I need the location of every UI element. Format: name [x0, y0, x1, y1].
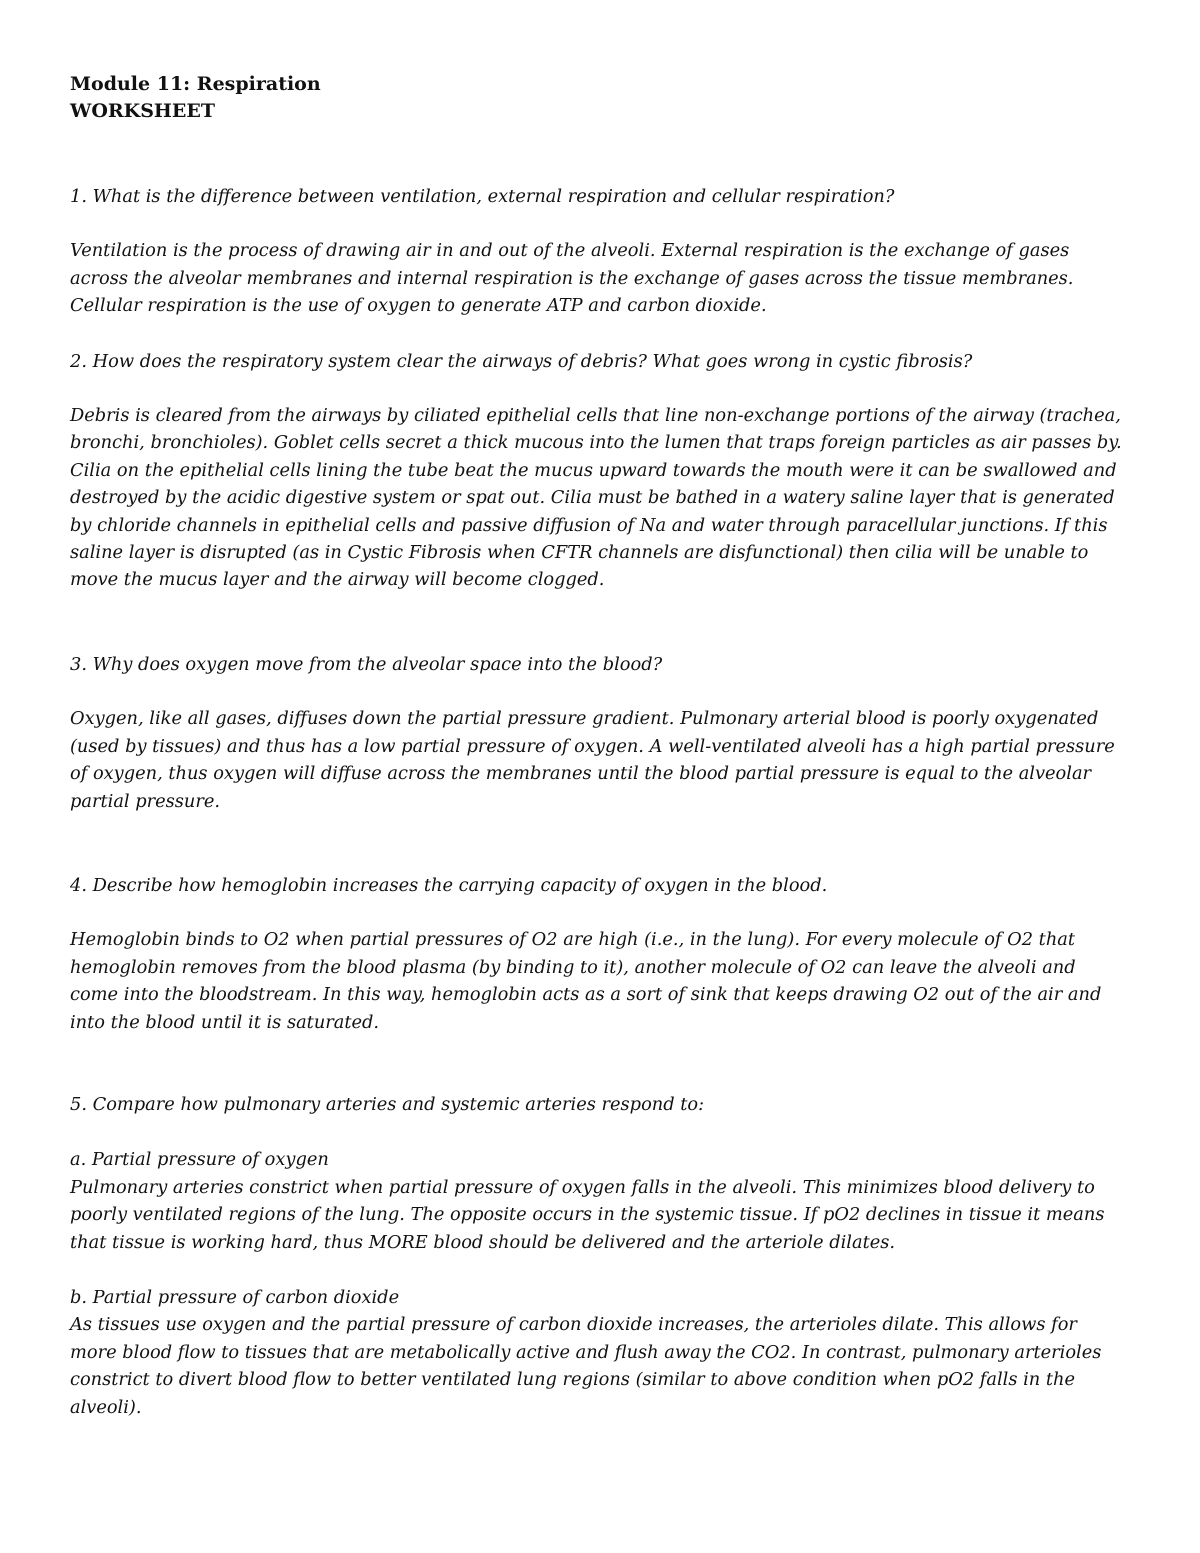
answer-3: Oxygen, like all gases, diffuses down the partial pressure gradient. Pulmonary arterial blood is poorly oxygenated (used by tissues) and thus has a low partial pressure of oxygen. A well-ventilated alveoli has a high partial pressure of oxygen, thus oxygen will diffuse across the membranes until the blood partial pressure is equal to the alveolar partial pressure.: [70, 708, 1115, 812]
answer-5a: Pulmonary arteries constrict when partial pressure of oxygen falls in the alveoli. This minimizes blood delivery to poorly ventilated regions of the lung. The opposite occurs in the systemic tissue. If pO2 declines in tissue it means that tissue is working hard, thus MORE blood should be delivered and the arteriole dilates.: [70, 1176, 1105, 1253]
spacer: [70, 320, 1128, 348]
spacer: [70, 1036, 1128, 1091]
document-title: Module 11: Respiration: [70, 73, 321, 95]
question-2-section: [70, 348, 1128, 594]
question-2: 2. How does the respiratory system clear the airways of debris? What goes wrong in cystic fibrosis?: [70, 350, 973, 372]
question-3-section: [70, 651, 1128, 815]
answer-4: Hemoglobin binds to O2 when partial pressures of O2 are high (i.e., in the lung). For every molecule of O2 that hemoglobin removes from the blood plasma (by binding to it), another molecule of O2 can leave the alveoli and come into the bloodstream. In this way, hemoglobin acts as a sort of sink that keeps drawing O2 out of the air and into the blood until it is saturated.: [70, 929, 1102, 1033]
answer-2: Debris is cleared from the airways by ciliated epithelial cells that line non-exchange portions of the airway (trachea, bronchi, bronchioles). Goblet cells secret a thick mucous into the lumen that traps foreign particles as air passes by. Cilia on the epithelial cells lining the tube beat the mucus upward towards the mouth were it can be swallowed and destroyed by the acidic digestive system or spat out. Cilia must be bathed in a watery saline layer that is generated by chloride channels in epithelial cells and passive diffusion of Na and water through paracellular junctions. If this saline layer is disrupted (as in Cystic Fibrosis when CFTR channels are disfunctional) then cilia will be unable to move the mucus layer and the airway will become clogged.: [70, 405, 1122, 591]
question-5b-label: b. Partial pressure of carbon dioxide: [70, 1286, 400, 1308]
document-subtitle: WORKSHEET: [70, 100, 215, 122]
spacer: [70, 1118, 1128, 1146]
question-5: 5. Compare how pulmonary arteries and systemic arteries respond to:: [70, 1093, 705, 1115]
spacer: [70, 1256, 1128, 1284]
spacer: [70, 815, 1128, 872]
answer-5b: As tissues use oxygen and the partial pressure of carbon dioxide increases, the arterioles dilate. This allows for more blood flow to tissues that are metabolically active and flush away the CO2. In contrast, pulmonary arterioles constrict to divert blood flow to better ventilated lung regions (similar to above condition when pO2 falls in the alveoli).: [70, 1314, 1102, 1418]
spacer: [70, 594, 1128, 651]
answer-1: Ventilation is the process of drawing air in and out of the alveoli. External respiration is the exchange of gases across the alveolar membranes and internal respiration is the exchange of gases across the tissue membranes. Cellular respiration is the use of oxygen to generate ATP and carbon dioxide.: [70, 240, 1074, 317]
question-1: 1. What is the difference between ventilation, external respiration and cellular respiration?: [70, 186, 895, 207]
question-5-section: [70, 1091, 1128, 1421]
question-5a-label: a. Partial pressure of oxygen: [70, 1149, 329, 1171]
worksheet-page: [70, 71, 1128, 1421]
question-3: 3. Why does oxygen move from the alveolar space into the blood?: [70, 653, 663, 675]
question-1-section: [70, 183, 1128, 320]
question-4: 4. Describe how hemoglobin increases the carrying capacity of oxygen in the blood.: [70, 874, 828, 896]
title-block: [70, 71, 1128, 125]
question-4-section: [70, 872, 1128, 1036]
spacer: [70, 125, 1128, 183]
